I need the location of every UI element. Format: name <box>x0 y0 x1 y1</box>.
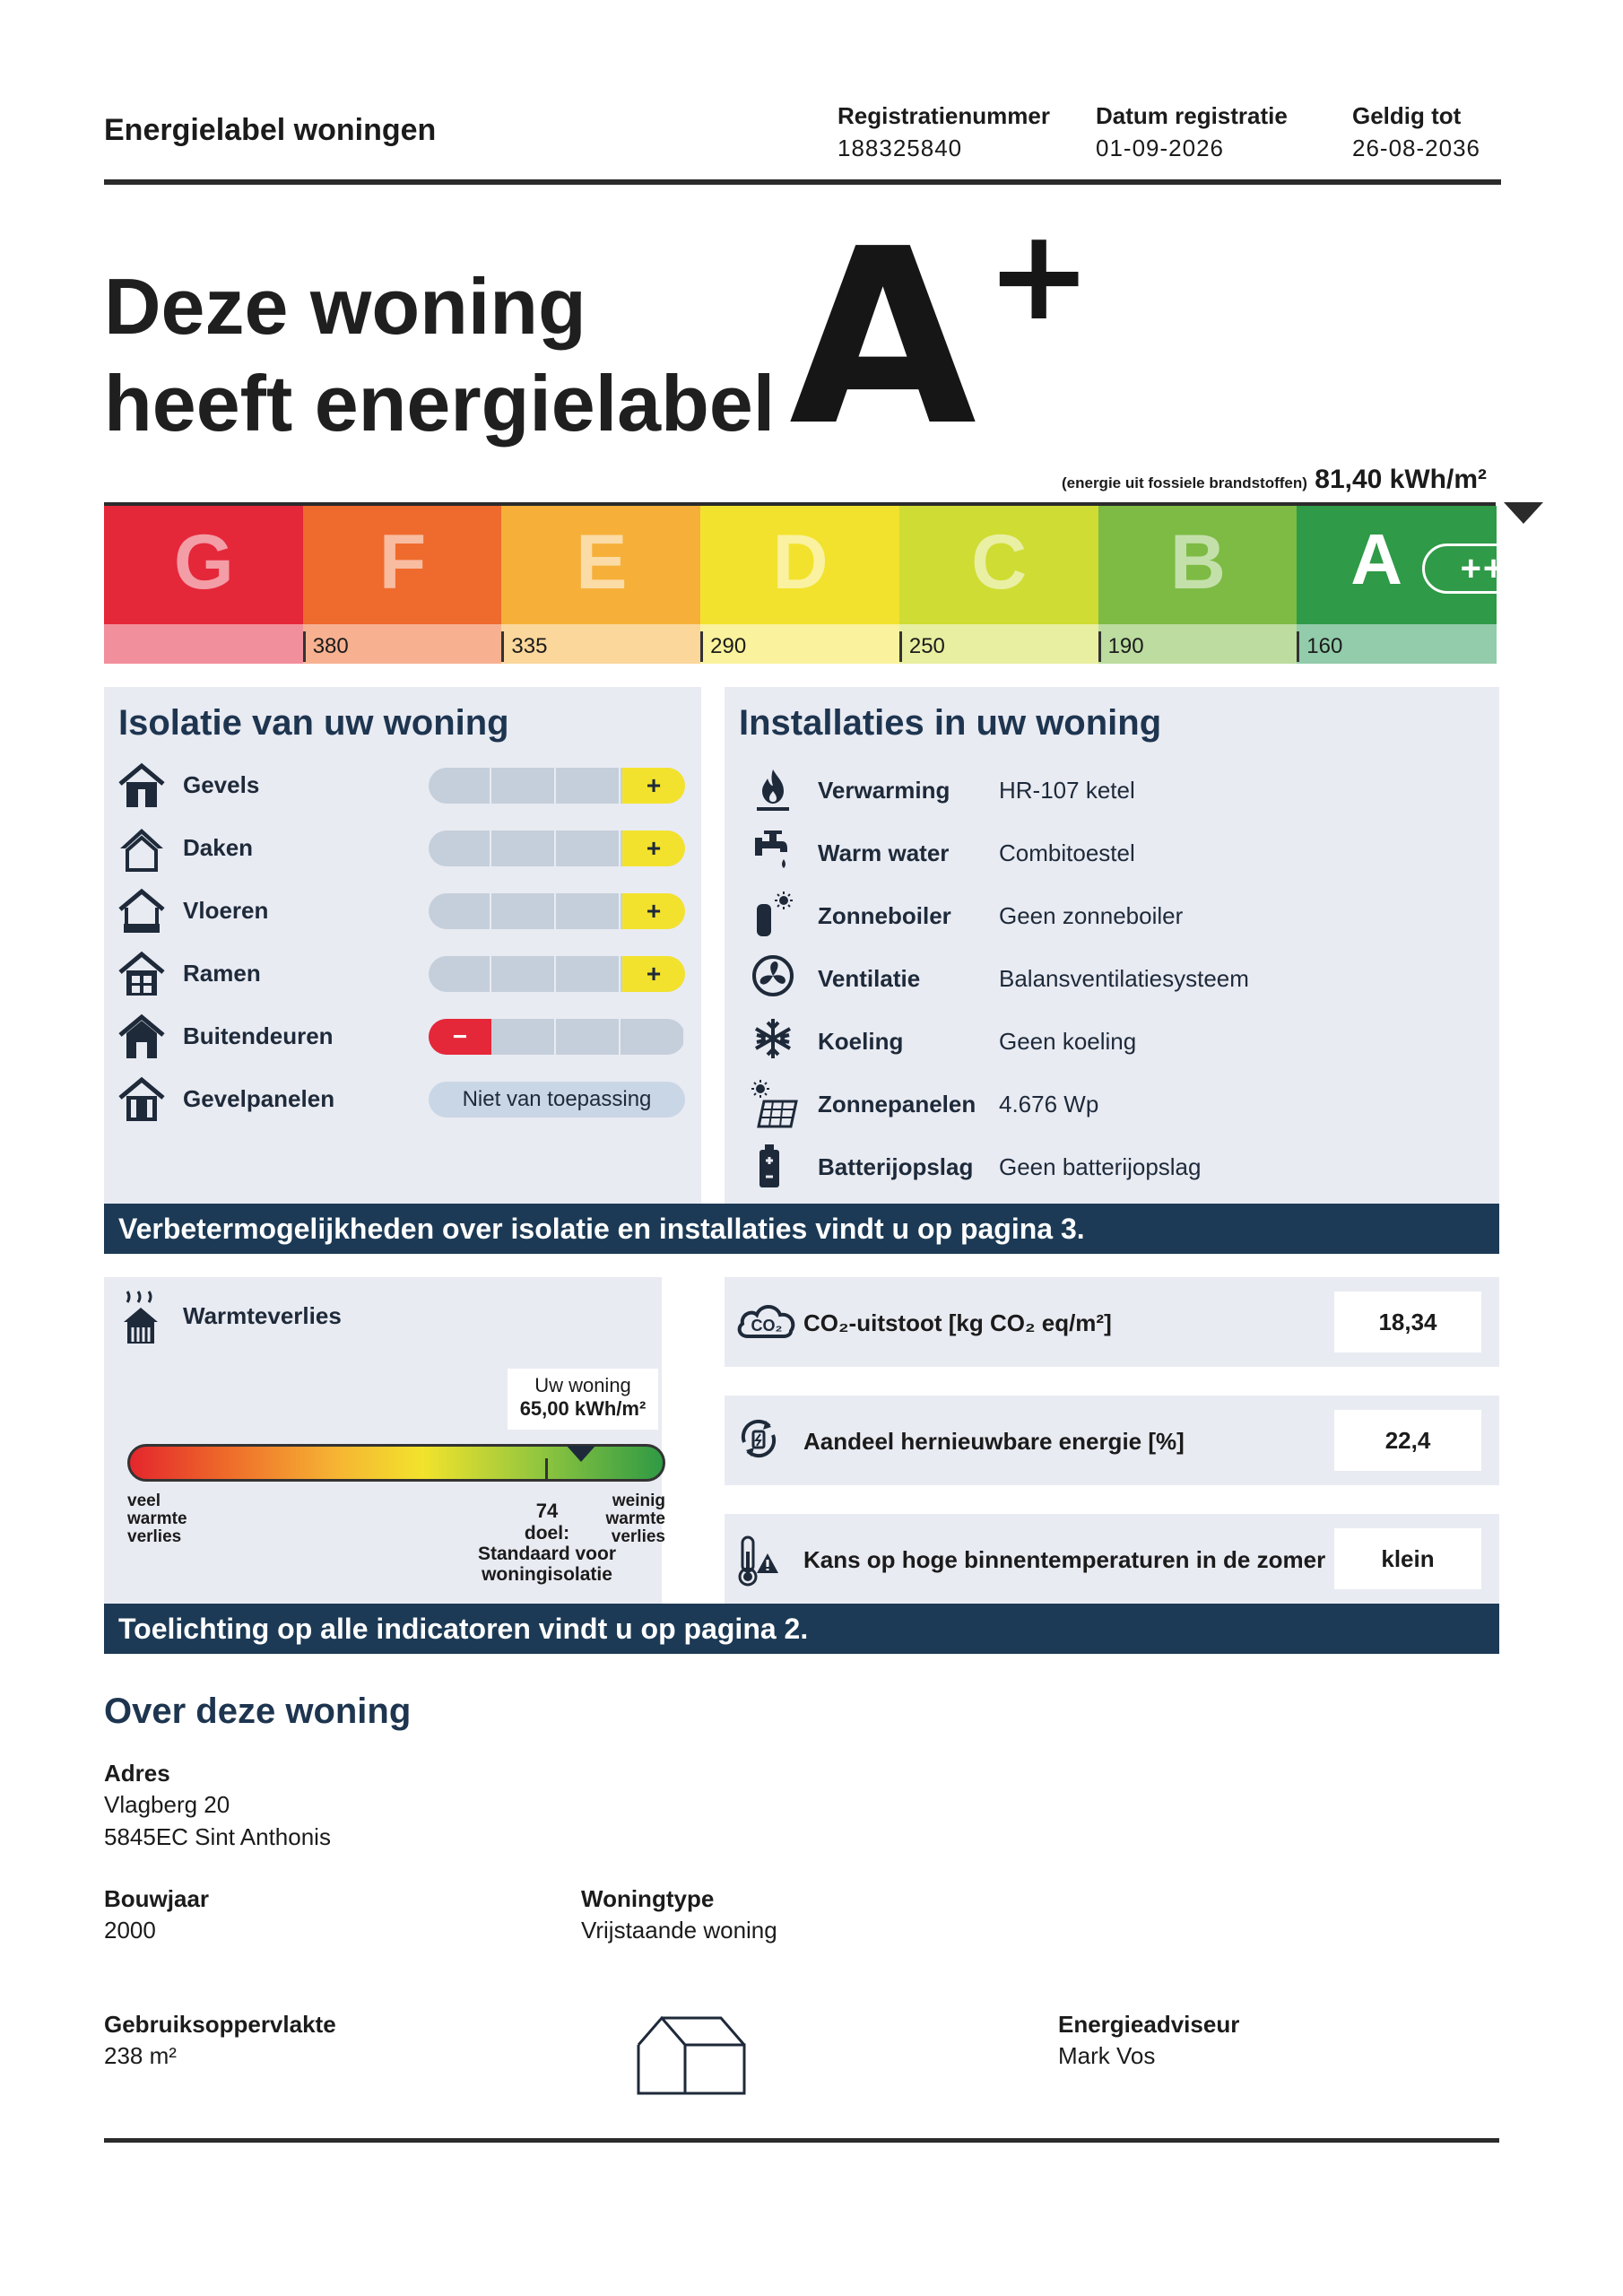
scale-band-letter: D <box>772 519 829 605</box>
renewable-icon <box>735 1415 798 1469</box>
insulation-rating-bar <box>429 768 685 804</box>
rating-segment <box>429 831 491 866</box>
floor-icon <box>118 888 165 935</box>
house-type-value: Vrijstaande woning <box>581 1917 777 1944</box>
insulation-row-label: Vloeren <box>183 897 269 924</box>
registration-date-value: 01-09-2026 <box>1096 135 1224 161</box>
rating-segment <box>622 1019 685 1055</box>
window-icon <box>118 951 165 997</box>
registration-number-value: 188325840 <box>838 135 963 161</box>
house-icon <box>118 762 165 809</box>
metric-row <box>725 1396 1499 1485</box>
address-label: Adres <box>104 1760 170 1787</box>
hero-line-2: heeft energielabel <box>104 359 776 448</box>
your-home-label: Uw woning <box>534 1374 631 1396</box>
rating-minus-marker: − <box>429 1019 491 1055</box>
floor-area-label: Gebruiksoppervlakte <box>104 2011 336 2038</box>
target-tick <box>545 1458 548 1482</box>
insulation-not-applicable: Niet van toepassing <box>429 1082 685 1118</box>
installations-title: Installaties in uw woning <box>739 703 1162 743</box>
registration-date-label: Datum registratie <box>1096 102 1288 129</box>
heat-loss-house-icon <box>120 1290 161 1347</box>
registration-number-label: Registratienummer <box>838 102 1050 129</box>
about-title: Over deze woning <box>104 1692 412 1731</box>
metric-row <box>725 1277 1499 1367</box>
solar-panel-icon <box>751 1080 798 1130</box>
insulation-title: Isolatie van uw woning <box>118 703 509 743</box>
target-value: 74 <box>535 1500 559 1522</box>
installation-row-label: Verwarming <box>818 777 950 804</box>
scale-tick-label: 250 <box>899 631 945 662</box>
insulation-rating-bar <box>429 1019 685 1055</box>
insulation-rating-bar <box>429 956 685 992</box>
rating-segment <box>429 893 491 929</box>
scale-tick-label: 290 <box>700 631 746 662</box>
address-line-1: Vlagberg 20 <box>104 1791 230 1818</box>
scale-band-b <box>1098 506 1298 624</box>
floor-area-value: 238 m² <box>104 2042 177 2069</box>
rating-plus-marker: + <box>622 956 685 992</box>
metric-label: Aandeel hernieuwbare energie [%] <box>803 1428 1185 1455</box>
heat-loss-title: Warmteverlies <box>183 1302 342 1329</box>
scale-band-strip <box>104 624 304 664</box>
hero-energy-label: A <box>789 196 976 479</box>
metric-row <box>725 1514 1499 1604</box>
installation-row-label: Zonneboiler <box>818 902 951 929</box>
battery-icon <box>751 1143 798 1193</box>
your-home-value: 65,00 kWh/m² <box>519 1397 647 1420</box>
rating-plus-marker: + <box>622 831 685 866</box>
roof-icon <box>118 825 165 872</box>
installation-row-label: Warm water <box>818 839 950 866</box>
installation-row-value: 4.676 Wp <box>999 1091 1099 1118</box>
insulation-row-label: Ramen <box>183 960 261 987</box>
header-divider <box>104 179 1501 185</box>
co2-icon <box>735 1297 798 1351</box>
scale-band-letter: G <box>173 519 234 605</box>
fan-icon <box>751 954 798 1004</box>
hero-line-1: Deze woning <box>104 262 586 351</box>
fossil-energy-number: 81,40 kWh/m² <box>1315 465 1487 494</box>
installation-row-value: HR-107 ketel <box>999 777 1135 804</box>
rating-segment <box>493 956 556 992</box>
rating-segment <box>493 1019 556 1055</box>
metric-value: klein <box>1334 1528 1481 1589</box>
scale-band-a <box>1297 506 1551 624</box>
fossil-energy-value <box>1062 465 1487 495</box>
metric-value: 22,4 <box>1334 1410 1481 1471</box>
scale-band-letter: F <box>378 519 427 605</box>
installations-panel <box>725 687 1499 1204</box>
scale-band-letter: C <box>971 519 1028 605</box>
installation-row-label: Zonnepanelen <box>818 1091 976 1118</box>
metric-label: Kans op hoge binnentemperaturen in de zomer <box>803 1546 1326 1573</box>
metric-label: CO₂-uitstoot [kg CO₂ eq/m²] <box>803 1309 1112 1336</box>
installation-row-value: Combitoestel <box>999 839 1135 866</box>
solar-boiler-icon <box>751 891 798 942</box>
scale-tick-label: 335 <box>501 631 547 662</box>
installation-row-value: Geen zonneboiler <box>999 902 1184 929</box>
insulation-row-label: Daken <box>183 834 254 861</box>
installation-row-value: Balansventilatiesysteem <box>999 965 1249 992</box>
installation-row-label: Ventilatie <box>818 965 921 992</box>
detached-house-icon <box>635 2009 748 2095</box>
insulation-row-label: Gevelpanelen <box>183 1085 335 1112</box>
scale-band-c <box>899 506 1099 624</box>
heat-loss-high-text: veel warmte verlies <box>127 1492 187 1546</box>
scale-band-letter: E <box>576 519 628 605</box>
indicators-banner: Toelichting op alle indicatoren vindt u op pagina 2. <box>104 1604 1499 1654</box>
energy-advisor-label: Energieadviseur <box>1058 2011 1240 2038</box>
rating-segment <box>558 831 621 866</box>
improvements-banner: Verbetermogelijkheden over isolatie en installaties vindt u op pagina 3. <box>104 1204 1499 1254</box>
rating-segment <box>493 768 556 804</box>
door-icon <box>118 1013 165 1060</box>
snowflake-icon <box>751 1017 798 1067</box>
rating-segment <box>493 893 556 929</box>
insulation-row-label: Buitendeuren <box>183 1022 334 1049</box>
valid-until-value: 26-08-2036 <box>1352 135 1480 161</box>
rating-segment <box>558 1019 621 1055</box>
scale-current-plus-badge: ++++ <box>1422 544 1589 594</box>
insulation-rating-bar <box>429 893 685 929</box>
scale-tick-label: 380 <box>303 631 349 662</box>
target-text: doel: Standaard voor woningisolatie <box>477 1523 617 1585</box>
installation-row-value: Geen koeling <box>999 1028 1137 1055</box>
tap-icon <box>751 829 798 879</box>
rating-segment <box>429 768 491 804</box>
scale-tick-label: 160 <box>1297 631 1342 662</box>
insulation-rating-bar <box>429 831 685 866</box>
svg-text:CO₂: CO₂ <box>751 1317 783 1335</box>
rating-segment <box>558 956 621 992</box>
scale-tick-label: 190 <box>1098 631 1144 662</box>
valid-until-label: Geldig tot <box>1352 102 1462 129</box>
scale-band-letter: B <box>1169 519 1226 605</box>
hero-heading <box>104 258 775 452</box>
scale-band-d <box>700 506 900 624</box>
fossil-energy-note: (energie uit fossiele brandstoffen) <box>1061 474 1307 491</box>
scale-band-e <box>501 506 701 624</box>
energy-label-scale <box>104 502 1551 664</box>
heat-loss-low-text: weinig warmte verlies <box>605 1492 665 1546</box>
rating-segment <box>429 956 491 992</box>
your-home-marker <box>567 1446 595 1462</box>
installation-row-label: Batterijopslag <box>818 1153 974 1180</box>
rating-segment <box>493 831 556 866</box>
hero-energy-label-plus: + <box>986 203 1092 349</box>
build-year-label: Bouwjaar <box>104 1885 210 1912</box>
house-type-label: Woningtype <box>581 1885 715 1912</box>
flame-icon <box>751 766 798 816</box>
installation-row-value: Geen batterijopslag <box>999 1153 1202 1180</box>
rating-segment <box>558 768 621 804</box>
footer-divider <box>104 2138 1499 2143</box>
scale-band-g <box>104 506 304 624</box>
your-home-callout <box>508 1369 658 1430</box>
metric-value: 18,34 <box>1334 1292 1481 1352</box>
rating-plus-marker: + <box>622 768 685 804</box>
energy-advisor-value: Mark Vos <box>1058 2042 1156 2069</box>
document-title: Energielabel woningen <box>104 113 437 147</box>
insulation-panel <box>104 687 701 1204</box>
rating-segment <box>558 893 621 929</box>
installation-row-label: Koeling <box>818 1028 904 1055</box>
insulation-row-label: Gevels <box>183 771 260 798</box>
thermometer-icon <box>735 1534 798 1587</box>
address-line-2: 5845EC Sint Anthonis <box>104 1823 331 1850</box>
panel-icon <box>118 1076 165 1123</box>
rating-plus-marker: + <box>622 893 685 929</box>
scale-band-f <box>303 506 503 624</box>
scale-band-letter: A <box>1350 519 1403 599</box>
build-year-value: 2000 <box>104 1917 156 1944</box>
scale-current-marker <box>1504 502 1543 524</box>
